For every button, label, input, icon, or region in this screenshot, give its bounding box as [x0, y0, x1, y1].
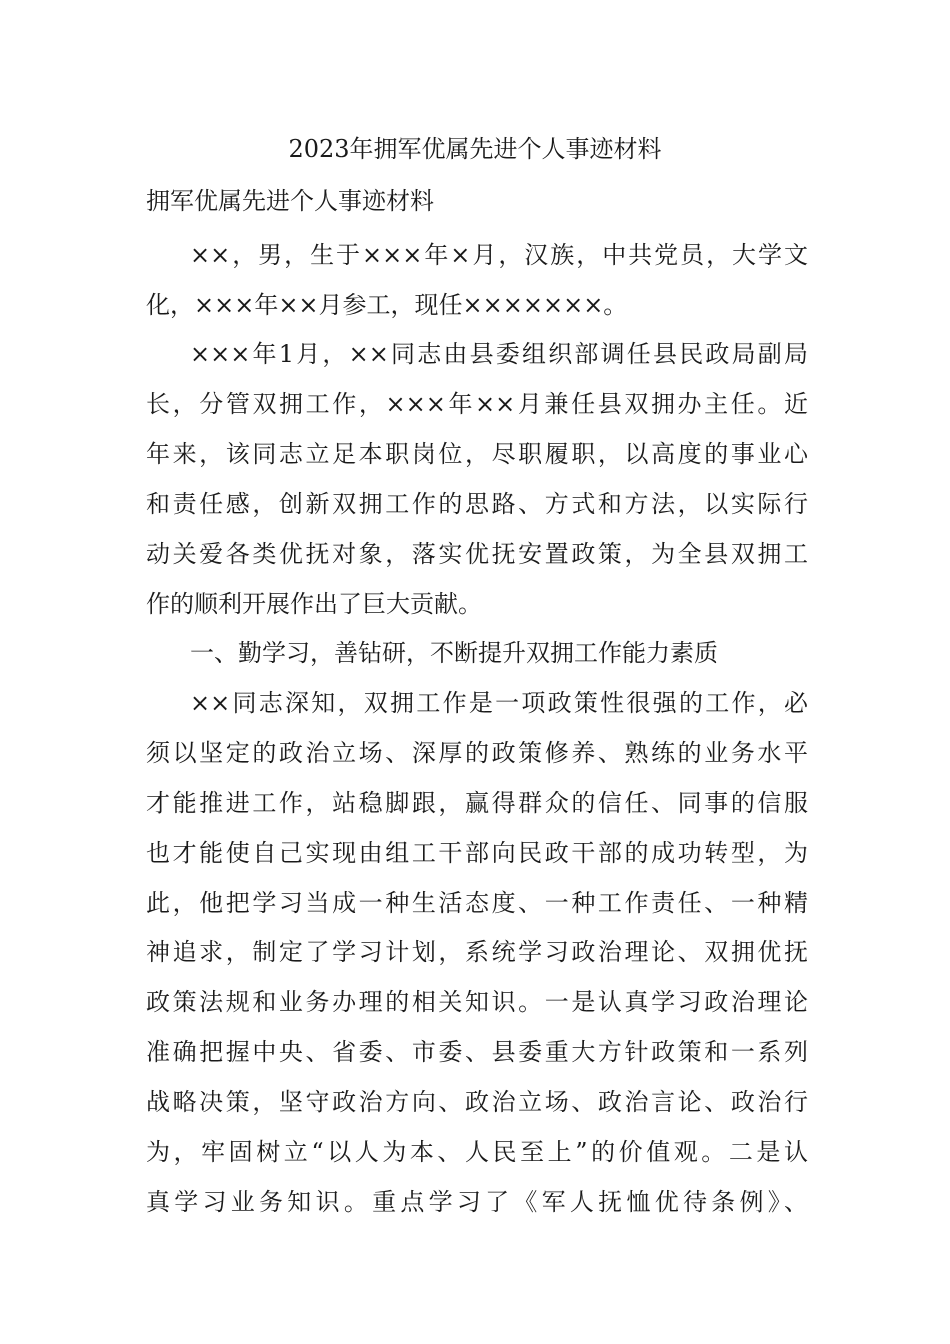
paragraph-line: 战略决策，坚守政治方向、政治立场、政治言论、政治行 — [146, 1088, 808, 1116]
document-subtitle: 拥军优属先进个人事迹材料 — [146, 187, 434, 215]
paragraph-line: 化，×××年××月参工，现任×××××××。 — [146, 291, 628, 319]
paragraph-line: 政策法规和业务办理的相关知识。一是认真学习政治理论 — [146, 988, 808, 1016]
paragraph-line: 须以坚定的政治立场、深厚的政策修养、熟练的业务水平 — [146, 739, 808, 767]
document-title: 2023年拥军优属先进个人事迹材料 — [288, 135, 662, 163]
paragraph-line: 准确把握中央、省委、市委、县委重大方针政策和一系列 — [146, 1038, 808, 1066]
paragraph-line: 作的顺利开展作出了巨大贡献。 — [146, 590, 482, 618]
paragraph-line: 为，牢固树立“以人为本、人民至上”的价值观。二是认 — [146, 1138, 808, 1166]
paragraph-line: 动关爱各类优抚对象，落实优抚安置政策，为全县双拥工 — [146, 540, 808, 568]
section-heading: 一、勤学习，善钻研，不断提升双拥工作能力素质 — [190, 639, 718, 667]
paragraph-line: 和责任感，创新双拥工作的思路、方式和方法，以实际行 — [146, 490, 808, 518]
paragraph-line: ××，男，生于×××年×月，汉族，中共党员，大学文 — [190, 241, 808, 269]
paragraph-line: 长，分管双拥工作，×××年××月兼任县双拥办主任。近 — [146, 390, 808, 418]
paragraph-line: ××同志深知，双拥工作是一项政策性很强的工作，必 — [190, 689, 808, 717]
paragraph-line: 年来，该同志立足本职岗位，尽职履职，以高度的事业心 — [146, 440, 808, 468]
paragraph-line: ×××年1月，××同志由县委组织部调任县民政局副局 — [190, 340, 808, 368]
paragraph-line: 也才能使自己实现由组工干部向民政干部的成功转型，为 — [146, 839, 808, 867]
paragraph-line: 神追求，制定了学习计划，系统学习政治理论、双拥优抚 — [146, 938, 808, 966]
paragraph-line: 此，他把学习当成一种生活态度、一种工作责任、一种精 — [146, 889, 808, 917]
paragraph-line: 才能推进工作，站稳脚跟，赢得群众的信任、同事的信服 — [146, 789, 808, 817]
paragraph-line: 真学习业务知识。重点学习了《军人抚恤优待条例》、 — [146, 1188, 808, 1216]
